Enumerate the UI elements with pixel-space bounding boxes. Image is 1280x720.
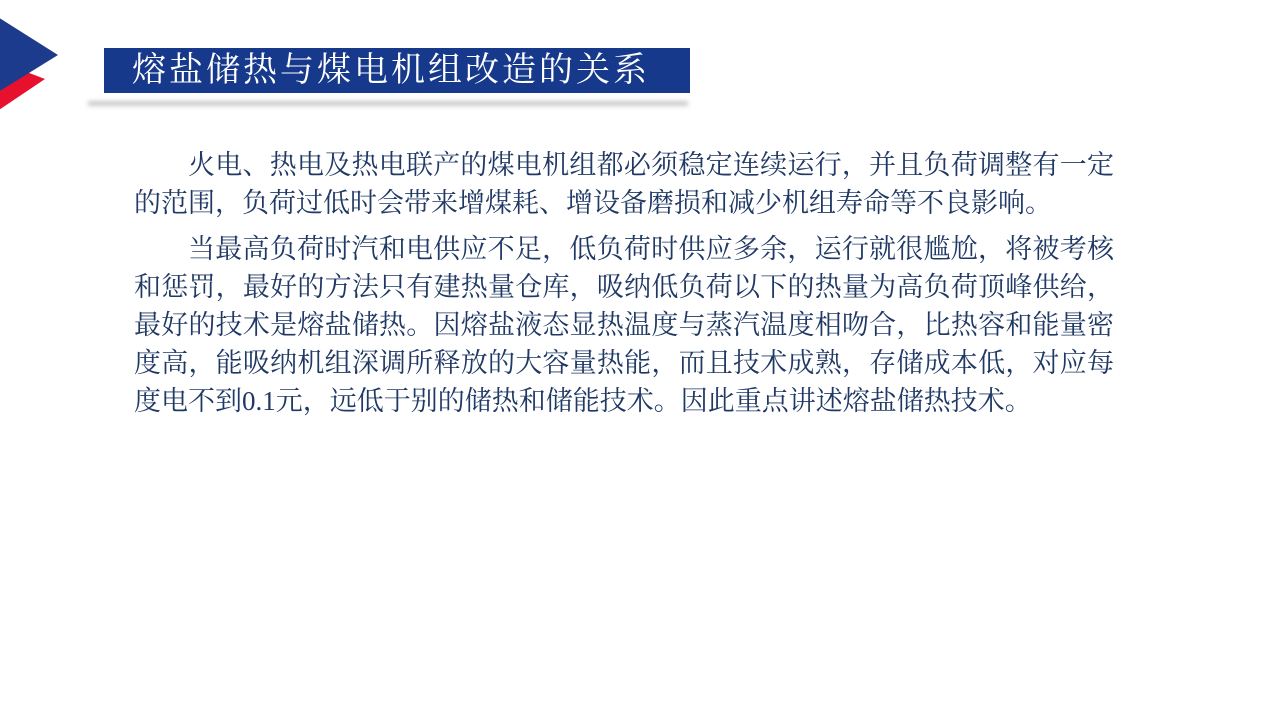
paragraph-2: 当最高负荷时汽和电供应不足，低负荷时供应多余，运行就很尴尬，将被考核和惩罚，最好的方法只有建热量仓库，吸纳低负荷以下的热量为高负荷顶峰供给，最好的技术是熔盐储热。因熔盐液态显热温度与蒸汽温度相吻合，比热容和能量密度高，能吸纳机组深调所释放的大容量热能，而且技术成熟，存储成本低，对应每度电不到0.1元，远低于别的储热和储能技术。因此重点讲述熔盐储热技术。 xyxy=(134,234,1114,416)
red-triangle-icon xyxy=(0,58,45,116)
slide-title: 熔盐储热与煤电机组改造的关系 xyxy=(132,51,650,89)
title-bar xyxy=(104,48,690,93)
corner-flag-icon xyxy=(0,0,70,135)
body-text-block xyxy=(134,146,1114,428)
blue-triangle-icon xyxy=(0,12,58,97)
paragraph-1: 火电、热电及热电联产的煤电机组都必须稳定连续运行，并且负荷调整有一定的范围，负荷过低时会带来增煤耗、增设备磨损和减少机组寿命等不良影响。 xyxy=(134,150,1114,218)
